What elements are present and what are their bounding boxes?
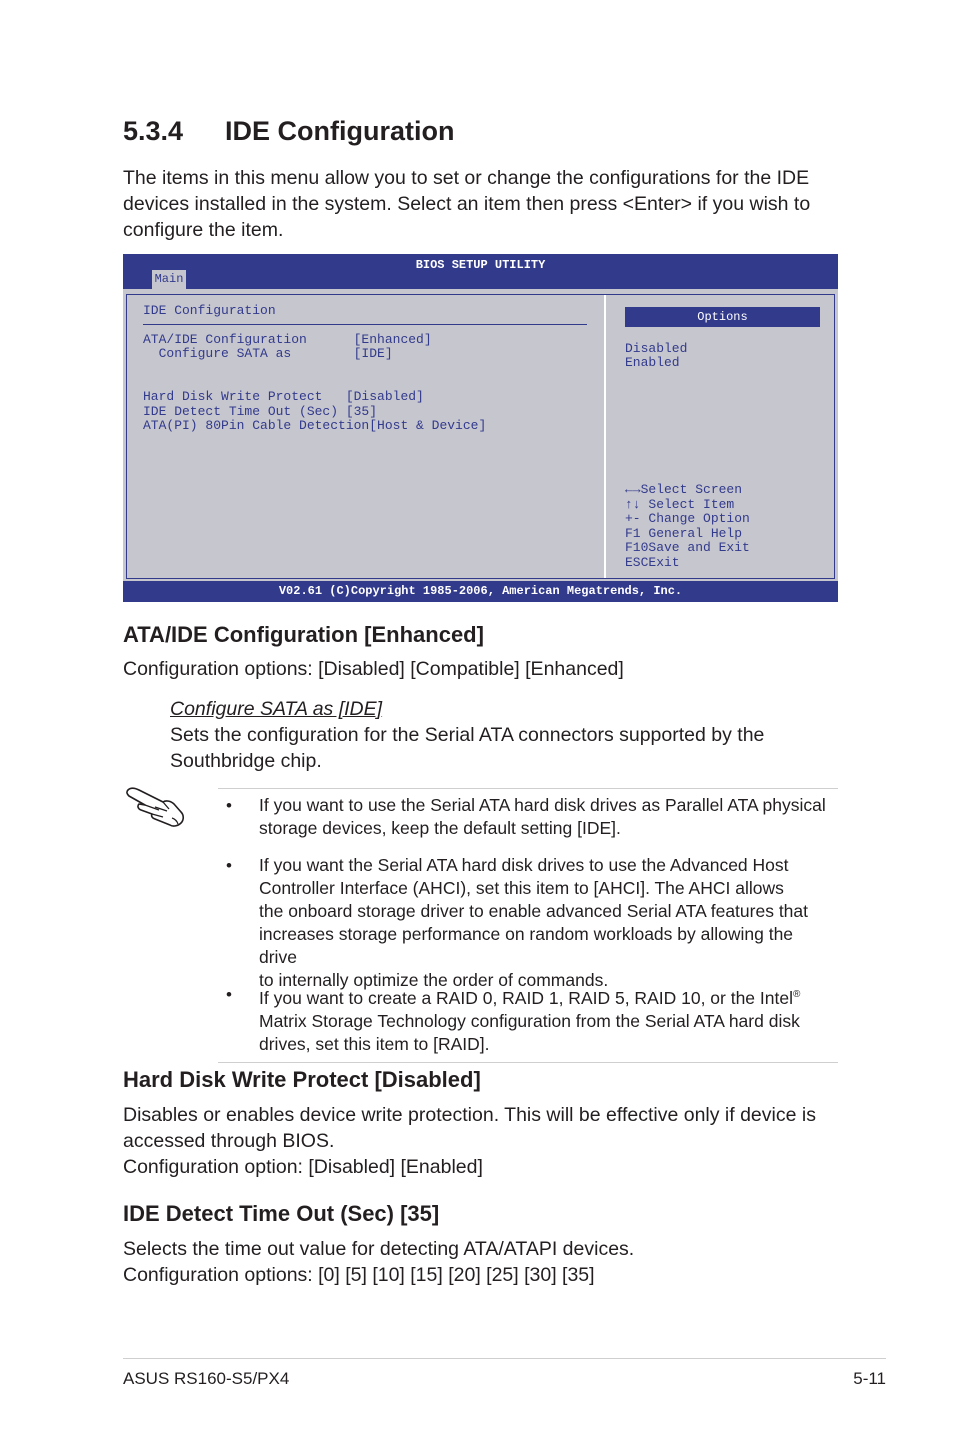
configure-sata-desc-line: Southbridge chip. <box>170 750 322 772</box>
bios-settings-panel <box>127 295 606 578</box>
ata-ide-heading: ATA/IDE Configuration [Enhanced] <box>123 622 484 647</box>
note-line: storage devices, keep the default setting [IDE]. <box>259 818 621 838</box>
note-line <box>259 983 834 1010</box>
ide-timeout-heading: IDE Detect Time Out (Sec) [35] <box>123 1201 440 1226</box>
note-top-rule <box>218 788 838 789</box>
bios-title: BIOS SETUP UTILITY <box>415 258 546 272</box>
note-item <box>259 983 834 1056</box>
note-line: increases storage performance on random workloads by allowing the drive <box>259 924 794 967</box>
note-bullet: • <box>226 856 232 875</box>
hdwp-line: accessed through BIOS. <box>123 1130 335 1152</box>
option-disabled[interactable]: Disabled <box>625 341 688 356</box>
help-general-help: F1 General Help <box>625 526 743 541</box>
bios-tab-main[interactable]: Main <box>152 270 186 289</box>
bios-help-panel <box>606 295 834 578</box>
bios-item-configure-sata[interactable]: Configure SATA as [IDE] <box>143 346 393 361</box>
option-enabled[interactable]: Enabled <box>625 355 680 370</box>
bios-panel-title: IDE Configuration <box>143 303 276 318</box>
help-select-screen: ←→Select Screen <box>625 482 743 497</box>
note-line: drives, set this item to [RAID]. <box>259 1033 490 1054</box>
section-number: 5.3.4 <box>123 116 184 146</box>
bios-header <box>123 254 838 289</box>
intro-line: devices installed in the system. Select an item then press <Enter> if you wish to <box>123 193 811 215</box>
configure-sata-desc-line: Sets the configuration for the Serial ATA connectors supported by the <box>170 724 765 746</box>
hdwp-line: Configuration option: [Disabled] [Enabled] <box>123 1156 483 1178</box>
bios-frame <box>126 294 835 579</box>
hdwp-line: Disables or enables device write protection. This will be effective only if device is <box>123 1104 816 1126</box>
bios-footer: V02.61 (C)Copyright 1985-2006, American Megatrends, Inc. <box>123 581 838 602</box>
note-line: If you want the Serial ATA hard disk drives to use the Advanced Host <box>259 855 789 875</box>
section-heading <box>123 116 454 147</box>
hand-pointer-icon <box>125 783 187 829</box>
note-line: If you want to use the Serial ATA hard disk drives as Parallel ATA physical <box>259 795 826 815</box>
ide-timeout-line: Configuration options: [0] [5] [10] [15] [20] [25] [30] [35] <box>123 1264 595 1286</box>
note-line: Controller Interface (AHCI), set this item to [AHCI]. The AHCI allows <box>259 878 784 898</box>
note-item <box>259 794 834 840</box>
help-save-exit: F10Save and Exit <box>625 540 750 555</box>
help-select-item: ↑↓ Select Item <box>625 497 735 512</box>
footer-model: ASUS RS160-S5/PX4 <box>123 1369 290 1388</box>
options-header: Options <box>625 307 820 327</box>
note-line-text: If you want to create a RAID 0, RAID 1, RAID 5, RAID 10, or the Intel <box>259 987 793 1008</box>
intro-line: configure the item. <box>123 219 284 241</box>
note-bullet: • <box>226 796 232 815</box>
ide-timeout-line: Selects the time out value for detecting ATA/ATAPI devices. <box>123 1238 635 1260</box>
footer-rule <box>123 1358 886 1359</box>
help-exit: ESCExit <box>625 555 680 570</box>
bios-item-ide-timeout[interactable]: IDE Detect Time Out (Sec) [35] <box>143 404 378 419</box>
section-title: IDE Configuration <box>225 116 455 146</box>
note-line: Matrix Storage Technology configuration from the Serial ATA hard disk <box>259 1010 800 1031</box>
bios-item-cable-detect[interactable]: ATA(PI) 80Pin Cable Detection[Host & Device] <box>143 418 487 433</box>
bios-item-hdwp[interactable]: Hard Disk Write Protect [Disabled] <box>143 389 424 404</box>
note-item <box>259 854 834 992</box>
ata-ide-options: Configuration options: [Disabled] [Compatible] [Enhanced] <box>123 658 624 680</box>
configure-sata-heading: Configure SATA as [IDE] <box>170 698 383 720</box>
note-bullet: • <box>226 985 232 1004</box>
note-bottom-rule <box>218 1062 838 1063</box>
note-line: to internally optimize the order of commands. <box>259 970 609 990</box>
intro-line: The items in this menu allow you to set or change the configurations for the IDE <box>123 167 810 189</box>
help-change-option: +- Change Option <box>625 511 750 526</box>
bios-item-ata-ide[interactable]: ATA/IDE Configuration [Enhanced] <box>143 332 432 347</box>
page-number: 5-11 <box>853 1369 886 1388</box>
bios-divider <box>143 324 587 325</box>
bios-screenshot <box>123 254 838 602</box>
hdwp-heading: Hard Disk Write Protect [Disabled] <box>123 1067 481 1092</box>
note-line: the onboard storage driver to enable advanced Serial ATA features that <box>259 901 809 921</box>
registered-mark: ® <box>792 989 801 1000</box>
